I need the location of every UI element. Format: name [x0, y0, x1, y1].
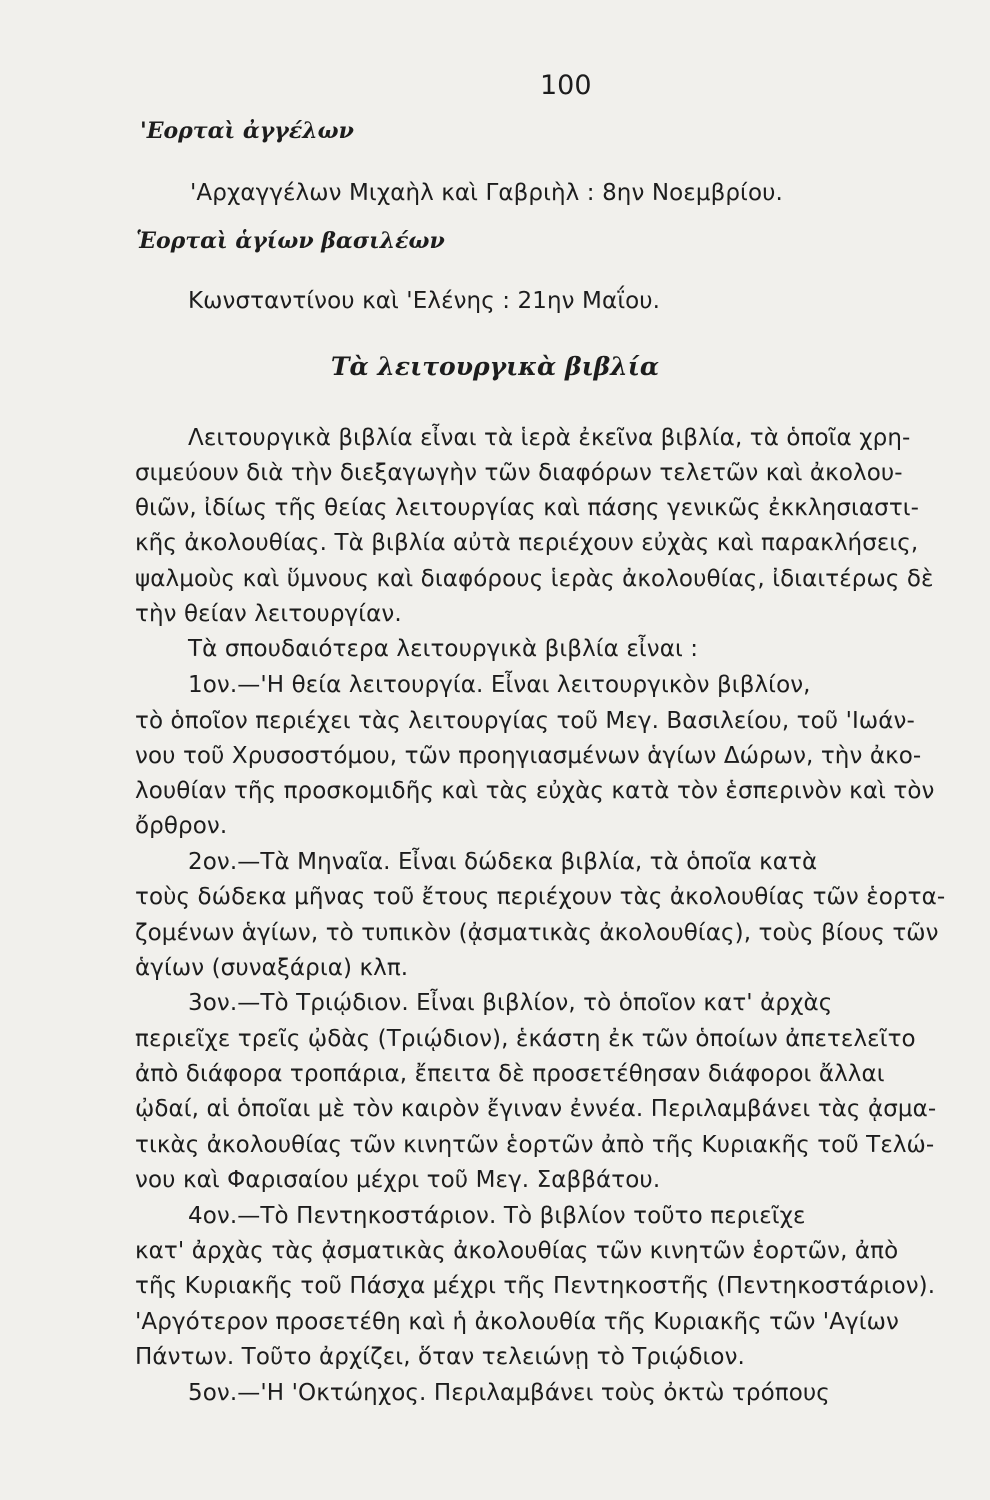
text-line: Πάντων. Τοῦτο ἀρχίζει, ὅταν τελειώνῃ τὸ Τριῴδιον. — [135, 1344, 745, 1370]
text-line: κῆς ἀκολουθίας. Τὰ βιβλία αὐτὰ περιέχουν εὐχὰς καὶ παρακλήσεις, — [135, 530, 919, 556]
text-line: 2ον.—Τὰ Μηναῖα. Εἶναι δώδεκα βιβλία, τὰ ὁποῖα κατὰ — [188, 849, 818, 875]
text-line: θιῶν, ἰδίως τῆς θείας λειτουργίας καὶ πάσης γενικῶς ἐκκλησιαστι- — [135, 495, 920, 521]
text-line: ὄρθρον. — [135, 813, 228, 839]
text-line: περιεῖχε τρεῖς ᾠδὰς (Τριῴδιον), ἑκάστη ἐκ τῶν ὁποίων ἀπετελεῖτο — [135, 1026, 916, 1052]
text-line: ψαλμοὺς καὶ ὕμνους καὶ διαφόρους ἱερὰς ἀκολουθίας, ἰδιαιτέρως δὲ — [135, 566, 934, 592]
text-line: Λειτουργικὰ βιβλία εἶναι τὰ ἱερὰ ἐκεῖνα βιβλία, τὰ ὁποῖα χρη- — [188, 425, 911, 451]
text-line: Κωνσταντίνου καὶ 'Ελένης : 21ην Μαΐου. — [188, 288, 661, 314]
text-line: ζομένων ἁγίων, τὸ τυπικὸν (ᾀσματικὰς ἀκολουθίας), τοὺς βίους τῶν — [135, 920, 939, 946]
text-line: τὸ ὁποῖον περιέχει τὰς λειτουργίας τοῦ Μεγ. Βασιλείου, τοῦ 'Ιωάν- — [135, 708, 915, 734]
text-line: τὴν θείαν λειτουργίαν. — [135, 601, 402, 627]
text-line: τοὺς δώδεκα μῆνας τοῦ ἔτους περιέχουν τὰς ἀκολουθίας τῶν ἑορτα- — [135, 884, 946, 910]
text-line: 5ον.—'Η 'Οκτώηχος. Περιλαμβάνει τοὺς ὀκτὼ τρόπους — [188, 1380, 830, 1406]
text-line: τικὰς ἀκολουθίας τῶν κινητῶν ἑορτῶν ἀπὸ τῆς Κυριακῆς τοῦ Τελώ- — [135, 1132, 935, 1158]
page-number: 100 — [540, 70, 592, 101]
text-line: Τὰ σπουδαιότερα λειτουργικὰ βιβλία εἶναι : — [188, 636, 699, 662]
text-line: 3ον.—Τὸ Τριῴδιον. Εἶναι βιβλίον, τὸ ὁποῖον κατ' ἀρχὰς — [188, 990, 833, 1016]
text-line: κατ' ἀρχὰς τὰς ᾀσματικὰς ἀκολουθίας τῶν κινητῶν ἑορτῶν, ἀπὸ — [135, 1238, 899, 1264]
chapter-title: Τὰ λειτουργικὰ βιβλία — [330, 352, 660, 381]
text-line: 'Αργότερον προσετέθη καὶ ἡ ἀκολουθία τῆς Κυριακῆς τῶν 'Αγίων — [135, 1309, 899, 1335]
text-line: λουθίαν τῆς προσκομιδῆς καὶ τὰς εὐχὰς κατὰ τὸν ἑσπερινὸν καὶ τὸν — [135, 778, 935, 804]
text-line: νου τοῦ Χρυσοστόμου, τῶν προηγιασμένων ἁγίων Δώρων, τὴν ἀκο- — [135, 743, 922, 769]
text-line: 'Αρχαγγέλων Μιχαὴλ καὶ Γαβριὴλ : 8ην Νοεμβρίου. — [190, 180, 783, 206]
text-line: 1ον.—'Η θεία λειτουργία. Εἶναι λειτουργικὸν βιβλίον, — [188, 672, 811, 698]
text-line: ἁγίων (συναξάρια) κλπ. — [135, 955, 409, 981]
text-line: νου καὶ Φαρισαίου μέχρι τοῦ Μεγ. Σαββάτου. — [135, 1167, 661, 1193]
text-line: 4ον.—Τὸ Πεντηκοστάριον. Τὸ βιβλίον τοῦτο περιεῖχε — [188, 1203, 806, 1229]
text-line: ἀπὸ διάφορα τροπάρια, ἔπειτα δὲ προσετέθησαν διάφοροι ἄλλαι — [135, 1061, 885, 1087]
text-line: τῆς Κυριακῆς τοῦ Πάσχα μέχρι τῆς Πεντηκοστῆς (Πεντηκοστάριον). — [135, 1273, 936, 1299]
section-heading-kings: Ἑορταὶ ἁγίων βασιλέων — [136, 228, 445, 254]
section-heading-angels: 'Εορταὶ ἀγγέλων — [140, 118, 354, 144]
text-line: ᾠδαί, αἱ ὁποῖαι μὲ τὸν καιρὸν ἔγιναν ἐννέα. Περιλαμβάνει τὰς ᾀσμα- — [135, 1096, 937, 1122]
text-line: σιμεύουν διὰ τὴν διεξαγωγὴν τῶν διαφόρων τελετῶν καὶ ἀκολου- — [135, 460, 903, 486]
